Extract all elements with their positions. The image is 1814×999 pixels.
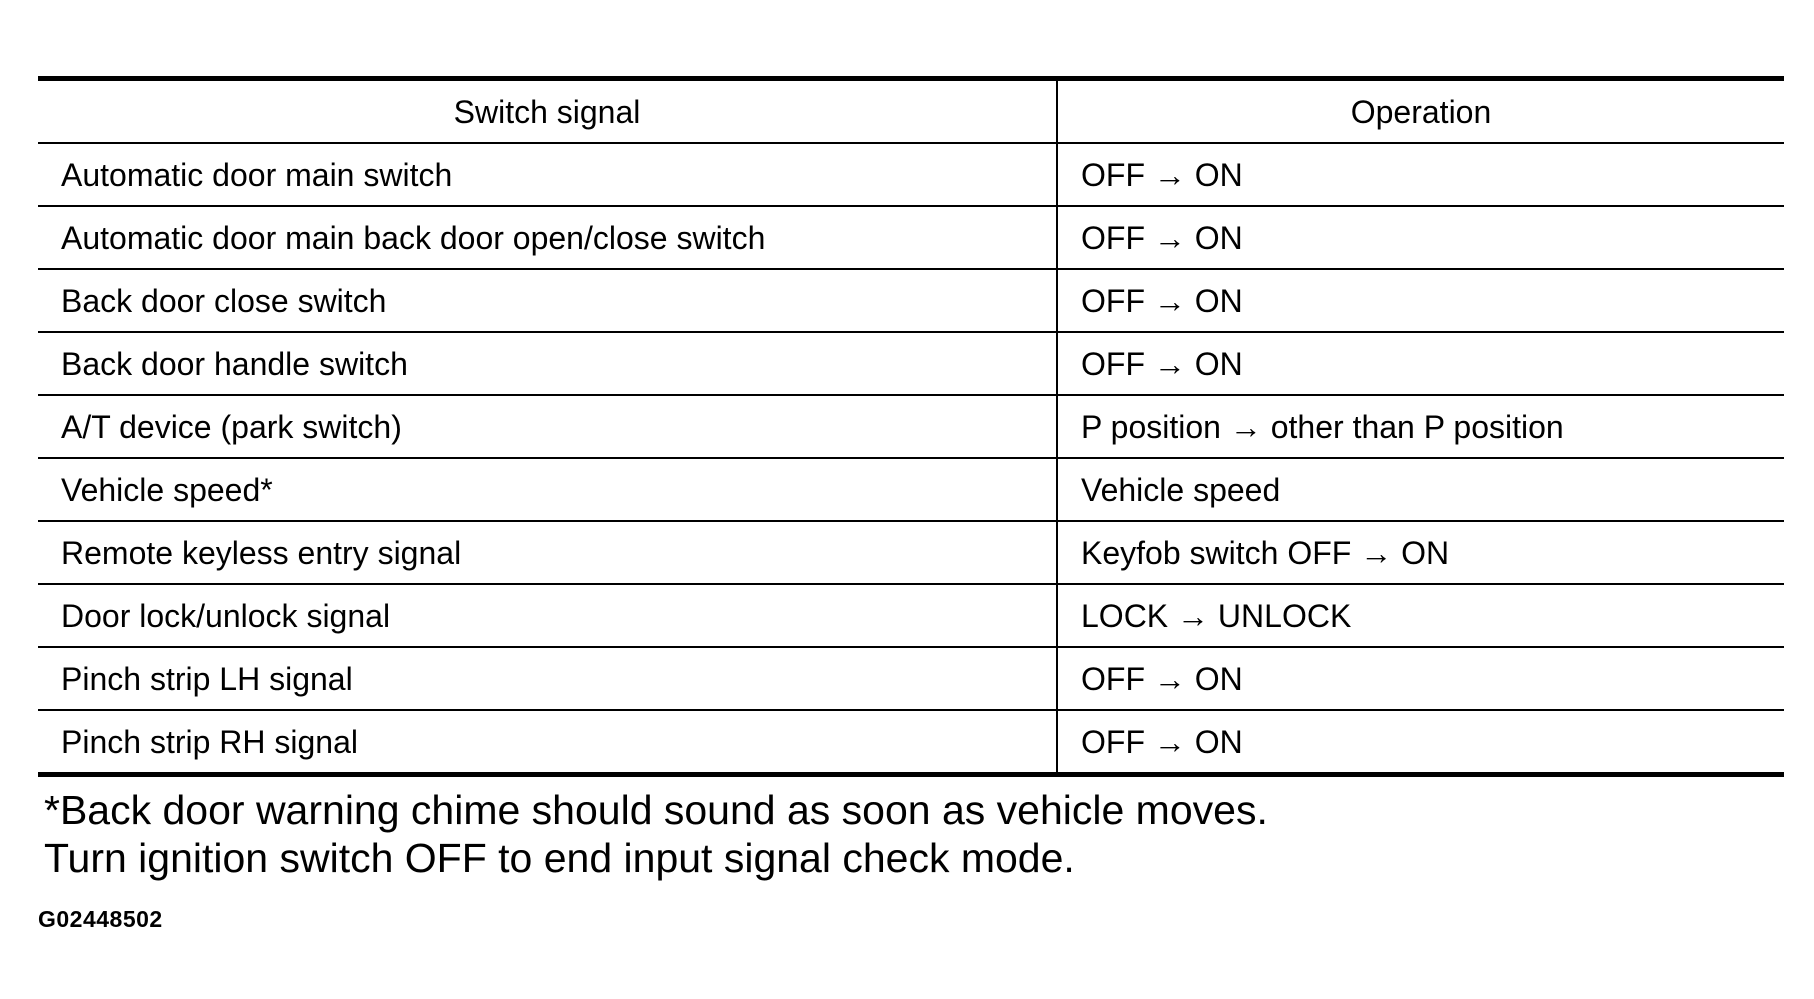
table-header-row <box>38 79 1784 144</box>
table-row <box>38 458 1784 521</box>
operation-cell: OFF → ON <box>1057 647 1784 710</box>
switch-signal-cell: Back door close switch <box>38 269 1057 332</box>
switch-signal-cell: Pinch strip LH signal <box>38 647 1057 710</box>
switch-signal-cell: Pinch strip RH signal <box>38 710 1057 775</box>
switch-signal-cell: Vehicle speed* <box>38 458 1057 521</box>
table-row <box>38 206 1784 269</box>
operation-cell: OFF → ON <box>1081 723 1243 760</box>
table-row <box>38 710 1784 775</box>
switch-signal-cell: Automatic door main back door open/close switch <box>38 206 1057 269</box>
operation-cell: LOCK → UNLOCK <box>1057 584 1784 647</box>
table-row <box>38 143 1784 206</box>
table-row <box>38 269 1784 332</box>
switch-signal-cell: Door lock/unlock signal <box>38 584 1057 647</box>
operation-cell: OFF → ON <box>1057 143 1784 206</box>
table-row <box>38 647 1784 710</box>
table-row <box>38 584 1784 647</box>
switch-signal-cell: Back door handle switch <box>38 332 1057 395</box>
table-row <box>38 332 1784 395</box>
switch-signal-cell: A/T device (park switch) <box>38 395 1057 458</box>
operation-cell: P position → other than P position <box>1057 395 1784 458</box>
switch-signal-table <box>38 76 1784 777</box>
footnotes <box>44 786 1268 882</box>
operation-cell: Keyfob switch OFF → ON <box>1057 521 1784 584</box>
operation-cell: Vehicle speed <box>1057 458 1784 521</box>
operation-cell: OFF → ON <box>1057 269 1784 332</box>
switch-signal-cell: Remote keyless entry signal <box>38 521 1057 584</box>
header-switch-signal: Switch signal <box>38 79 1057 144</box>
figure-id: G02448502 <box>38 906 163 932</box>
footnote-ignition: Turn ignition switch OFF to end input signal check mode. <box>44 835 1075 881</box>
header-operation: Operation <box>1057 79 1784 144</box>
table-row <box>38 395 1784 458</box>
table-row <box>38 521 1784 584</box>
switch-signal-cell: Automatic door main switch <box>38 143 1057 206</box>
operation-cell: OFF → ON <box>1057 206 1784 269</box>
operation-cell: OFF → ON <box>1057 332 1784 395</box>
footnote-chime: *Back door warning chime should sound as soon as vehicle moves. <box>44 787 1268 833</box>
